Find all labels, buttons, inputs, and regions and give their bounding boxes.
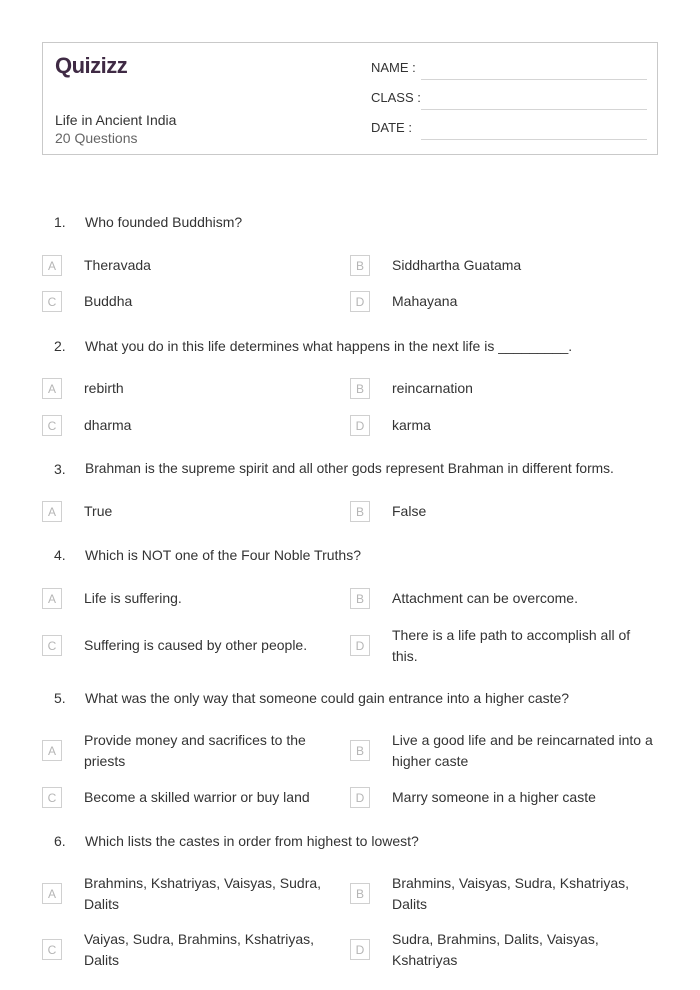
date-field[interactable] xyxy=(371,120,647,140)
option-letter: C xyxy=(42,415,62,436)
option-text: Attachment can be overcome. xyxy=(392,590,578,606)
option-text: False xyxy=(392,503,427,519)
option-text: karma xyxy=(392,417,431,433)
option-text: reincarnation xyxy=(392,380,473,396)
option-text: Become a skilled warrior or buy land xyxy=(84,789,310,805)
option-letter: B xyxy=(350,255,370,276)
option-d[interactable] xyxy=(350,929,655,971)
option-letter: C xyxy=(42,635,62,656)
question-text: What you do in this life determines what happens in the next life is _________. xyxy=(85,338,573,354)
class-label: CLASS : xyxy=(371,90,421,105)
option-text: Life is suffering. xyxy=(84,590,182,606)
worksheet-title: Life in Ancient India xyxy=(55,112,177,128)
option-text: Brahmins, Kshatriyas, Vaisyas, Sudra, Dalits xyxy=(84,875,322,912)
name-field[interactable] xyxy=(371,60,647,80)
option-letter: B xyxy=(350,501,370,522)
question-count: 20 Questions xyxy=(55,130,138,146)
option-letter: B xyxy=(350,740,370,761)
option-letter: A xyxy=(42,588,62,609)
option-letter: D xyxy=(350,291,370,312)
option-b[interactable] xyxy=(350,730,655,772)
option-text: Vaiyas, Sudra, Brahmins, Kshatriyas, Dalits xyxy=(84,931,315,968)
question-number: 5. xyxy=(54,690,66,706)
option-text: Marry someone in a higher caste xyxy=(392,789,596,805)
option-letter: A xyxy=(42,740,62,761)
option-text: There is a life path to accomplish all of this. xyxy=(392,627,631,664)
option-d[interactable] xyxy=(350,625,655,667)
option-a[interactable] xyxy=(42,873,347,915)
question-number: 6. xyxy=(54,833,66,849)
option-letter: A xyxy=(42,255,62,276)
option-text: Live a good life and be reincarnated into a higher caste xyxy=(392,732,653,769)
option-letter: D xyxy=(350,787,370,808)
quizizz-logo: Quizizz xyxy=(55,53,128,78)
option-letter: A xyxy=(42,883,62,904)
option-letter: C xyxy=(42,939,62,960)
option-letter: D xyxy=(350,415,370,436)
class-field[interactable] xyxy=(371,90,647,110)
option-letter: C xyxy=(42,787,62,808)
option-c[interactable] xyxy=(42,625,347,667)
option-text: rebirth xyxy=(84,380,124,396)
option-c[interactable] xyxy=(42,929,347,971)
option-text: Mahayana xyxy=(392,293,458,309)
question-number: 2. xyxy=(54,338,66,354)
question-number: 1. xyxy=(54,214,66,230)
question-text: Which lists the castes in order from highest to lowest? xyxy=(85,833,419,849)
option-letter: B xyxy=(350,883,370,904)
option-text: True xyxy=(84,503,113,519)
class-line[interactable] xyxy=(421,109,647,110)
option-letter: A xyxy=(42,501,62,522)
option-text: Buddha xyxy=(84,293,133,309)
option-a[interactable] xyxy=(42,730,347,772)
option-text: Sudra, Brahmins, Dalits, Vaisyas, Kshatriyas xyxy=(392,931,599,968)
question-number: 4. xyxy=(54,547,66,563)
question-text: What was the only way that someone could gain entrance into a higher caste? xyxy=(85,690,570,706)
question-text: Who founded Buddhism? xyxy=(85,214,243,230)
option-text: Provide money and sacrifices to the priests xyxy=(84,732,306,769)
worksheet-header xyxy=(42,42,658,155)
name-line[interactable] xyxy=(421,79,647,80)
date-label: DATE : xyxy=(371,120,412,135)
option-letter: A xyxy=(42,378,62,399)
option-text: Brahmins, Vaisyas, Sudra, Kshatriyas, Dalits xyxy=(392,875,630,912)
option-letter: B xyxy=(350,588,370,609)
question-text: Which is NOT one of the Four Noble Truths? xyxy=(85,547,361,563)
question-number: 3. xyxy=(54,461,66,477)
option-letter: D xyxy=(350,939,370,960)
option-text: Theravada xyxy=(84,257,151,273)
option-text: Suffering is caused by other people. xyxy=(84,637,308,653)
option-b[interactable] xyxy=(350,873,655,915)
name-label: NAME : xyxy=(371,60,416,75)
option-letter: B xyxy=(350,378,370,399)
question-text: Brahman is the supreme spirit and all other gods represent Brahman in different forms. xyxy=(85,461,614,476)
option-letter: C xyxy=(42,291,62,312)
option-text: dharma xyxy=(84,417,132,433)
option-letter: D xyxy=(350,635,370,656)
date-line[interactable] xyxy=(421,139,647,140)
option-text: Siddhartha Guatama xyxy=(392,257,522,273)
